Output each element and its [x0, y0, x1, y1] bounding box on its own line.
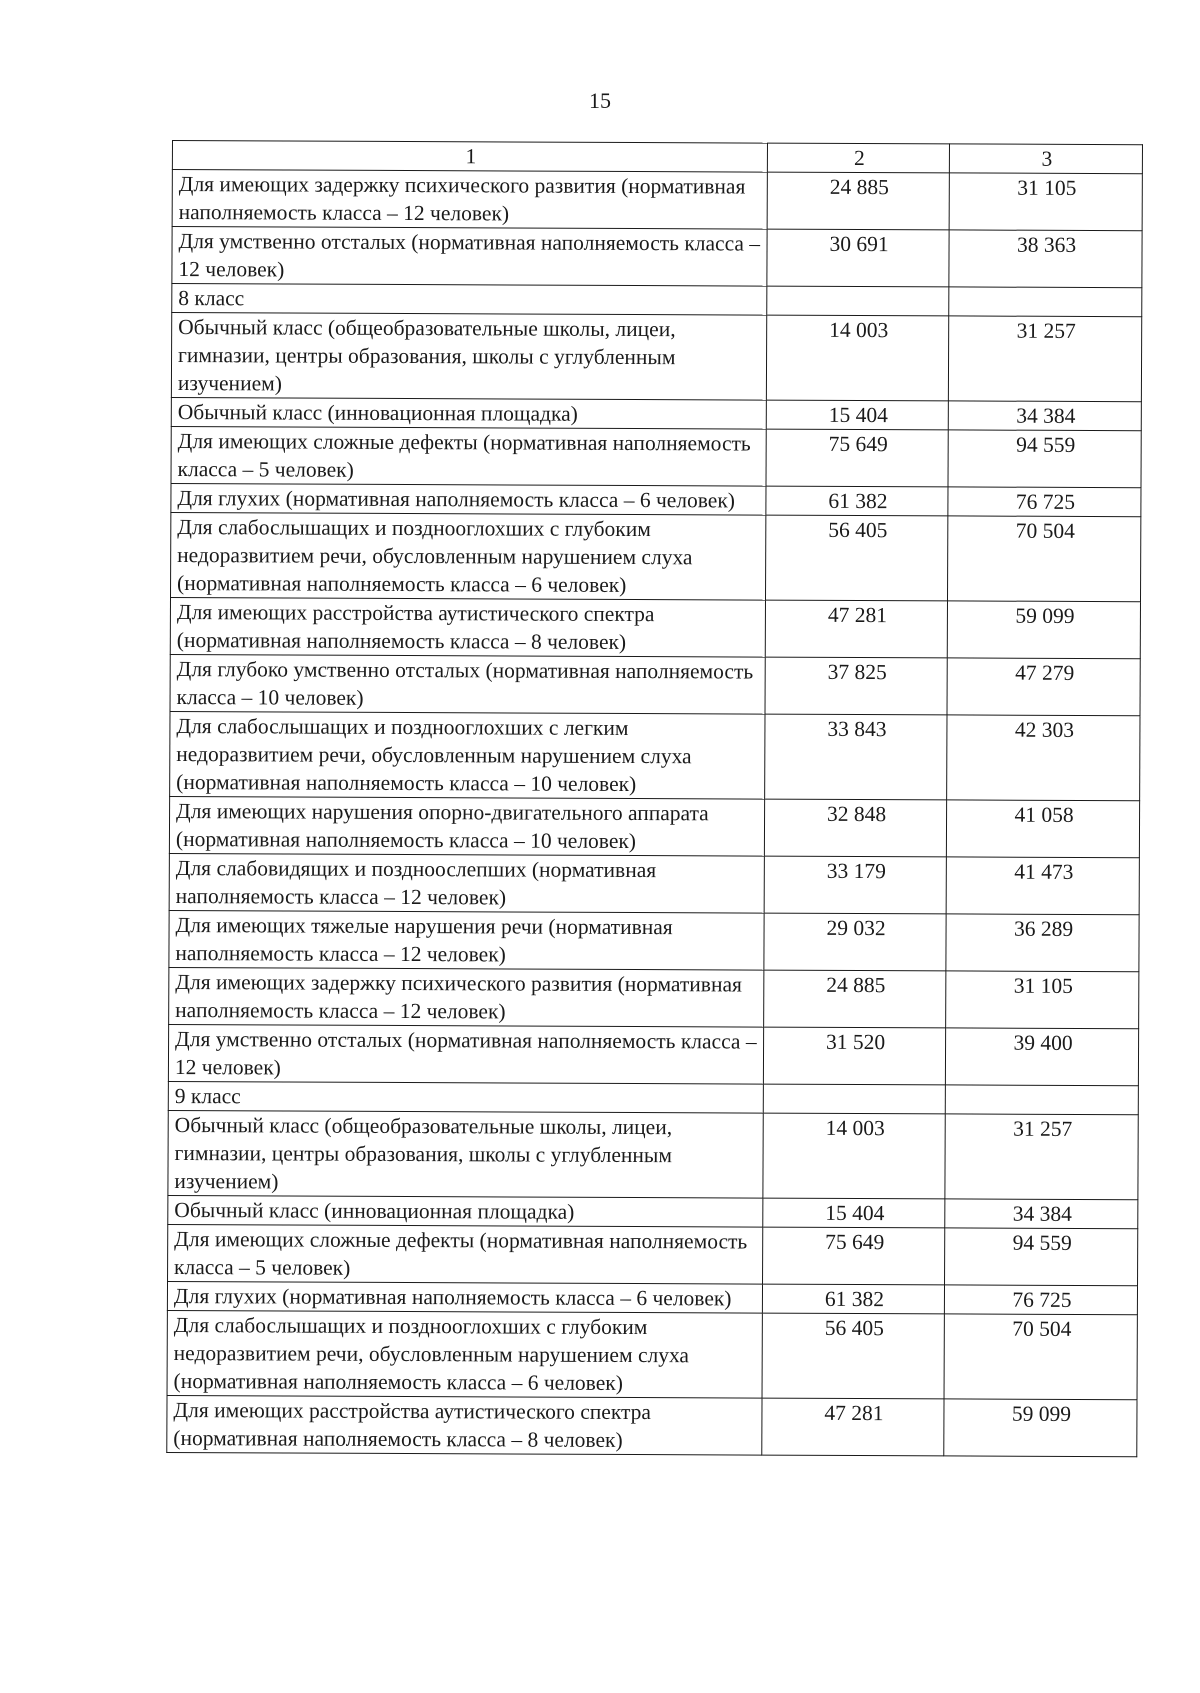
row-value-col3: 34 384 — [948, 401, 1141, 431]
row-label: Для имеющих задержку психического развития (нормативная наполняемость класса – 12 человек) — [172, 170, 767, 230]
row-value-col2: 24 885 — [767, 172, 949, 230]
row-value-col2: 75 649 — [763, 1227, 945, 1285]
row-value-col2: 29 032 — [764, 913, 946, 971]
row-value-col2: 47 281 — [765, 600, 947, 658]
row-value-col2: 24 885 — [764, 970, 946, 1028]
table-row — [169, 967, 1139, 1028]
row-label: Для глухих (нормативная наполняемость класса – 6 человек) — [171, 483, 766, 515]
row-value-col3: 34 384 — [945, 1199, 1138, 1229]
row-value-col3: 41 473 — [946, 857, 1139, 915]
table-row — [169, 910, 1139, 971]
row-label: Для имеющих тяжелые нарушения речи (нормативная наполняемость класса – 12 человек) — [169, 910, 764, 970]
row-value-col3: 59 099 — [947, 601, 1140, 659]
row-label: Для глубоко умственно отсталых (нормативная наполняемость класса – 10 человек) — [170, 654, 765, 714]
row-label: Для имеющих сложные дефекты (нормативная наполняемость класса – 5 человек) — [168, 1224, 763, 1284]
row-value-col2: 33 843 — [765, 714, 947, 800]
row-label: Для имеющих сложные дефекты (нормативная наполняемость класса – 5 человек) — [171, 426, 766, 486]
table-row — [172, 227, 1142, 288]
row-value-col2: 47 281 — [762, 1398, 944, 1456]
row-label: Для глухих (нормативная наполняемость класса – 6 человек) — [167, 1281, 762, 1313]
table-row — [172, 170, 1142, 231]
table-body — [167, 170, 1143, 1457]
table-row — [170, 597, 1140, 658]
row-value-col2 — [763, 1084, 945, 1114]
table-row — [171, 426, 1141, 487]
row-value-col3 — [949, 287, 1142, 317]
row-value-col3: 70 504 — [944, 1314, 1137, 1400]
row-label: Для умственно отсталых (нормативная наполняемость класса – 12 человек) — [172, 227, 767, 287]
row-value-col2: 61 382 — [762, 1284, 944, 1314]
row-label: Для умственно отсталых (нормативная наполняемость класса – 12 человек) — [168, 1024, 763, 1084]
row-value-col3: 36 289 — [946, 914, 1139, 972]
row-value-col3: 31 257 — [945, 1114, 1138, 1200]
row-value-col3: 41 058 — [946, 800, 1139, 858]
row-label: Для слабовидящих и поздноослепших (нормативная наполняемость класса – 12 человек) — [169, 853, 764, 913]
column-header-2: 2 — [767, 143, 949, 173]
row-label: Для имеющих расстройства аутистического спектра (нормативная наполняемость класса – 8 человек) — [170, 597, 765, 657]
row-value-col3: 70 504 — [947, 516, 1140, 602]
row-label: Обычный класс (общеобразовательные школы, лицеи, гимназии, центры образования, школы с углубленным изучением) — [168, 1110, 763, 1198]
row-label: Для имеющих расстройства аутистического спектра (нормативная наполняемость класса – 8 человек) — [167, 1395, 762, 1455]
table-row — [169, 853, 1139, 914]
row-label: Для имеющих задержку психического развития (нормативная наполняемость класса – 12 человек) — [169, 967, 764, 1027]
row-value-col2: 30 691 — [767, 229, 949, 287]
table-row — [167, 1310, 1137, 1399]
row-value-col3: 42 303 — [947, 715, 1140, 801]
row-value-col3: 31 105 — [949, 173, 1142, 231]
table-header-row — [172, 141, 1142, 174]
table-row — [171, 313, 1141, 402]
table-row — [171, 397, 1141, 430]
tariff-table — [166, 140, 1143, 1457]
row-value-col2 — [767, 286, 949, 316]
table-row — [167, 1395, 1137, 1456]
row-value-col3: 38 363 — [949, 230, 1142, 288]
row-value-col2: 37 825 — [765, 657, 947, 715]
table-row — [168, 1081, 1138, 1114]
table-row — [168, 1224, 1138, 1285]
row-value-col3: 39 400 — [945, 1028, 1138, 1086]
row-value-col2: 56 405 — [765, 515, 947, 601]
row-label: Обычный класс (общеобразовательные школы, лицеи, гимназии, центры образования, школы с углубленным изучением) — [171, 313, 766, 401]
row-label: Для имеющих нарушения опорно-двигательного аппарата (нормативная наполняемость класса – 10 человек) — [169, 796, 764, 856]
column-header-3: 3 — [949, 144, 1142, 174]
table-row — [168, 1024, 1138, 1085]
row-value-col3: 31 257 — [948, 316, 1141, 402]
page-number: 15 — [589, 88, 611, 113]
table-row — [171, 483, 1141, 516]
table-row — [168, 1110, 1138, 1199]
row-label: Обычный класс (инновационная площадка) — [171, 397, 766, 429]
table-row — [172, 284, 1142, 317]
row-value-col2: 31 520 — [763, 1027, 945, 1085]
row-label: 8 класс — [172, 284, 767, 316]
column-header-1: 1 — [172, 141, 767, 173]
row-label: 9 класс — [168, 1081, 763, 1113]
row-value-col2: 14 003 — [766, 315, 948, 401]
table-row — [170, 654, 1140, 715]
table-row — [167, 1281, 1137, 1314]
table-row — [168, 1195, 1138, 1228]
row-value-col3: 31 105 — [946, 971, 1139, 1029]
row-label: Для слабослышащих и позднооглохших с глубоким недоразвитием речи, обусловленным нарушением слуха (нормативная наполняемость класса – 6 человек) — [167, 1310, 762, 1398]
row-label: Для слабослышащих и позднооглохших с легким недоразвитием речи, обусловленным нарушением слуха (нормативная наполняемость класса – 10 человек) — [170, 711, 765, 799]
row-value-col2: 15 404 — [766, 400, 948, 430]
row-value-col2: 32 848 — [764, 799, 946, 857]
row-value-col3: 47 279 — [947, 658, 1140, 716]
row-label: Для слабослышащих и позднооглохших с глубоким недоразвитием речи, обусловленным нарушением слуха (нормативная наполняемость класса – 6 человек) — [171, 512, 766, 600]
row-value-col2: 56 405 — [762, 1313, 944, 1399]
row-value-col2: 33 179 — [764, 856, 946, 914]
row-value-col3: 76 725 — [944, 1285, 1137, 1315]
row-value-col3: 94 559 — [945, 1228, 1138, 1286]
table-row — [171, 512, 1141, 601]
row-value-col2: 14 003 — [763, 1113, 945, 1199]
row-value-col2: 15 404 — [763, 1198, 945, 1228]
row-label: Обычный класс (инновационная площадка) — [168, 1195, 763, 1227]
row-value-col2: 61 382 — [766, 486, 948, 516]
row-value-col3: 94 559 — [948, 430, 1141, 488]
row-value-col3 — [945, 1085, 1138, 1115]
row-value-col3: 76 725 — [948, 487, 1141, 517]
row-value-col2: 75 649 — [766, 429, 948, 487]
row-value-col3: 59 099 — [944, 1399, 1137, 1457]
table-row — [169, 796, 1139, 857]
table-row — [170, 711, 1140, 800]
